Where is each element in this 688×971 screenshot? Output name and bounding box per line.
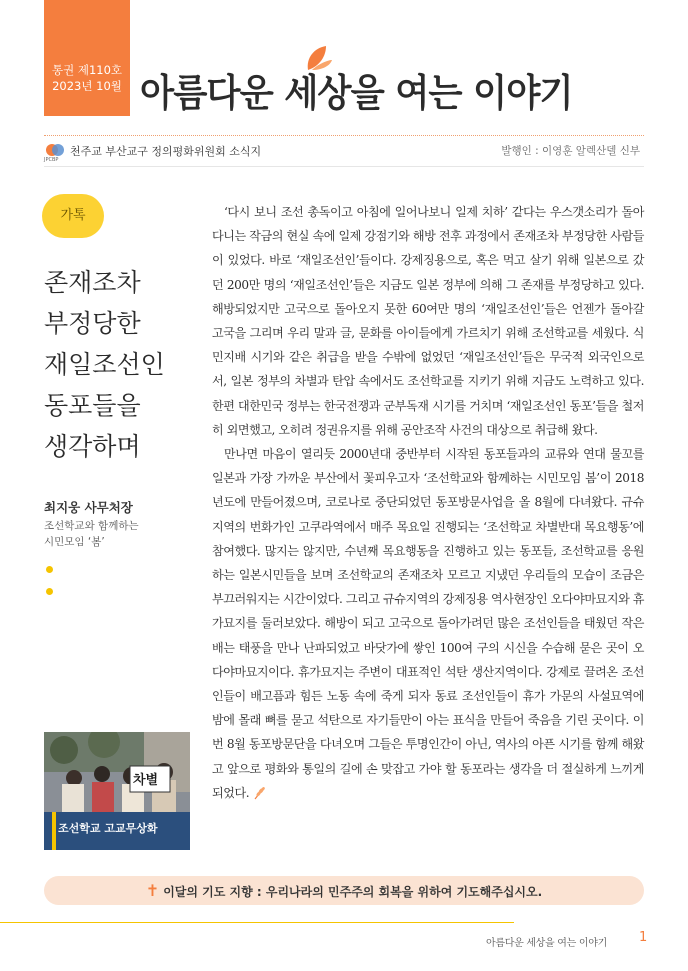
page-number: 1 bbox=[639, 930, 648, 945]
publication-title: 아름다운 세상을 여는 이야기 bbox=[140, 70, 573, 115]
article-title-line: 재일조선인 bbox=[44, 350, 165, 379]
author-affiliation-line: 조선학교와 함께하는 bbox=[44, 520, 139, 532]
article-paragraph: 만나면 마음이 열리듯 2000년대 중반부터 시작된 동포들과의 교류와 연대 물꼬를 일본과 가장 가까운 부산에서 꽃피우고자 ‘조선학교와 함께하는 시민모임 봄’이 2018년도에 만들어졌으며, 코로나로 중단되었던 동포방문사업을 올 8월에 다녀왔다. 규슈지역의 번화가인 고쿠라역에서 매주 목요일 진행되는 ‘조선학교 차별반대 목요행동’에 참여했다. 많지는 않지만, 수년째 목요행동을 진행하고 있는 동포들, 조선학교를 응원하는 일본시민들을 보며 조선학교의 존재조차 모르고 지냈던 우리들의 모습이 조금은 부끄러워지는 시간이었다. 그리고 규슈지역의 강제징용 역사현장인 오다야마묘지와 휴가묘지를 둘러보았다. 해방이 되고 고국으로 돌아가려던 많은 조선인들을 태웠던 작은 배는 태풍을 만나 난파되었고 바닷가에 쌓인 100여 구의 시신을 수습해 묻은 곳이 오다야마묘지이다. 휴가묘지는 주변이 대표적인 석탄 생산지역이다. 강제로 끌려온 조선인들이 배고픔과 힘든 노동 속에 죽게 되자 동료 조선인들이 휴가 가문의 사설묘역에 밤에 몰래 뼈를 묻고 석탄으로 자기들만이 아는 표식을 만들어 죽음을 기린 곳이다. 이번 8월 동포방문단을 다녀오며 그들은 투명인간이 아닌, 역사의 아픈 시기를 함께 해왔고 앞으로 평화와 통일의 길에 손 맞잡고 가야 할 동포라는 생각을 더 절실하게 느끼게 되었다. bbox=[212, 447, 644, 800]
author-affiliation bbox=[44, 518, 204, 550]
organization-name: 천주교 부산교구 정의평화위원회 소식지 bbox=[70, 145, 262, 158]
bullet-dot bbox=[46, 566, 53, 573]
article-title-line: 부정당한 bbox=[44, 309, 141, 338]
wheat-icon bbox=[252, 786, 266, 800]
protest-photo bbox=[44, 732, 190, 850]
article-title-line: 존재조차 bbox=[44, 268, 141, 297]
footer-line bbox=[0, 922, 514, 923]
photo-sign-text: 차별 bbox=[133, 773, 159, 788]
issue-date: 2023년 10월 bbox=[52, 79, 122, 93]
bullet-dot bbox=[46, 588, 53, 595]
prayer-intention-bar bbox=[44, 876, 644, 905]
article-title bbox=[44, 262, 204, 467]
photo-banner-text: 조선학교 고교무상화 bbox=[58, 822, 158, 835]
issue-box bbox=[44, 0, 130, 116]
article-paragraph: ‘다시 보니 조선 총독이고 아침에 일어나보니 일제 치하’ 같다는 우스갯소리가 돌아다니는 작금의 현실 속에 일제 강점기와 해방 전후 과정에서 존재조차 부정당한 사람들이 있었다. 바로 ‘재일조선인’들이다. 강제징용으로, 혹은 먹고 살기 위해 일본으로 갔던 200만 명의 ‘재일조선인’들은 지금도 일본 정부에 의해 그 존재를 부정당하고 있다. 해방되었지만 고국으로 돌아오지 못한 60여만 명의 ‘재일조선인’들은 언젠가 돌아갈 고국을 그리며 우리 말과 글, 문화를 아이들에게 가르치기 위해 조선학교를 세웠다. 식민지배 시기와 같은 취급을 받을 수밖에 없었던 ‘재일조선인’들은 무국적 외국인으로서, 일본 정부의 차별과 탄압 속에서도 조선학교를 지키기 위해 지금도 노력하고 있다. 한편 대한민국 정부는 한국전쟁과 군부독재 시기를 거치며 ‘재일조선인 동포’들을 철저히 외면했고, 오히려 정권유지를 위해 공안조작 사건의 대상으로 취급해 왔다. bbox=[212, 205, 644, 437]
article-title-line: 동포들을 bbox=[44, 391, 141, 420]
cross-icon: ✝ bbox=[145, 881, 160, 900]
organization-logo-text: JPCBP bbox=[44, 157, 59, 163]
issue-number: 통권 제110호 bbox=[51, 63, 123, 77]
publisher: 발행인 : 이영훈 알렉산델 신부 bbox=[501, 145, 640, 157]
author-name: 최지웅 사무처장 bbox=[44, 500, 133, 515]
author-affiliation-line: 시민모임 ‘봄’ bbox=[44, 536, 105, 548]
category-badge: 가톡 bbox=[42, 194, 104, 238]
header-divider bbox=[44, 135, 644, 136]
header-underline bbox=[44, 166, 644, 167]
article-body bbox=[212, 200, 644, 805]
prayer-text: 이달의 기도 지향 : 우리나라의 민주주의 회복을 위하여 기도해주십시오. bbox=[163, 885, 543, 899]
footer-title: 아름다운 세상을 여는 이야기 bbox=[486, 938, 607, 949]
masthead-title-area bbox=[140, 36, 650, 116]
article-title-line: 생각하며 bbox=[44, 432, 141, 461]
